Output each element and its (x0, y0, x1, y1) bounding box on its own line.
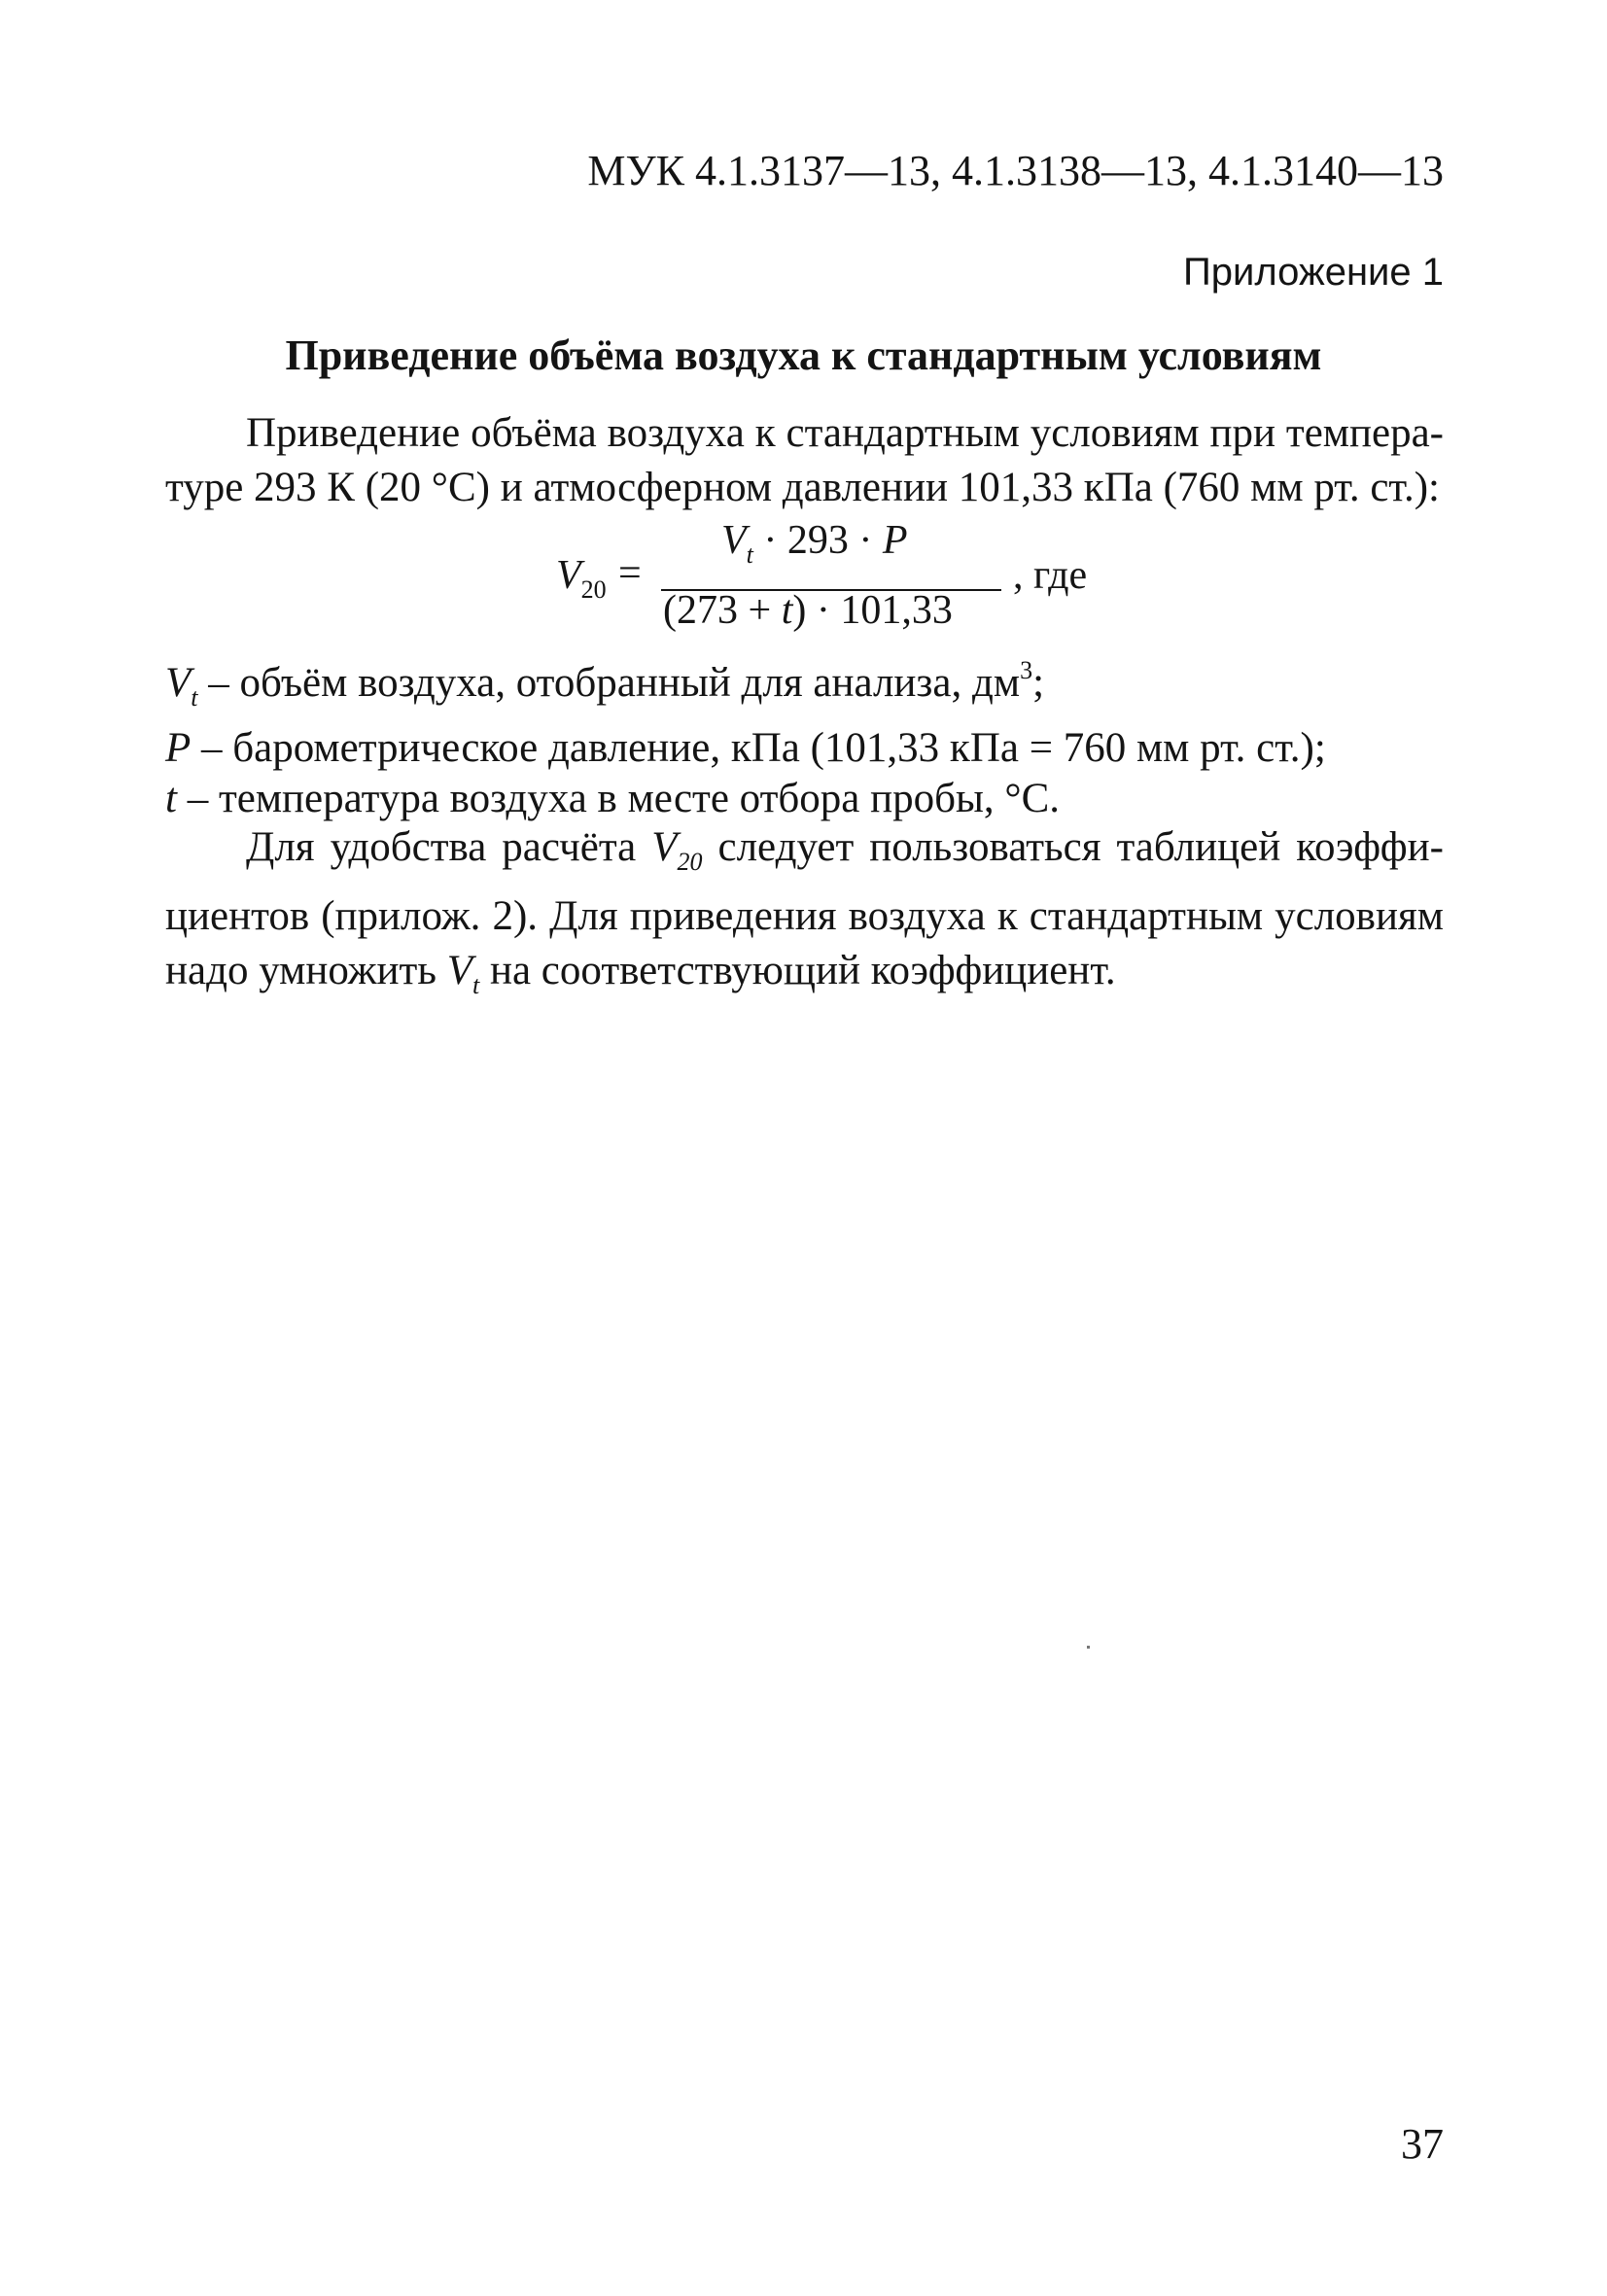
formula-equals: = (618, 551, 642, 596)
formula-den-open: (273 + (663, 588, 782, 633)
appendix-label: Приложение 1 (1183, 251, 1444, 294)
scan-speck (1087, 1646, 1090, 1649)
intro-paragraph (165, 406, 1444, 515)
definition-vt-text: – объём воздуха, отобранный для анализа, дм (197, 660, 1021, 706)
definition-t (165, 774, 1326, 824)
definition-t-var: t (165, 776, 177, 821)
formula-lhs-var: V (556, 553, 581, 598)
formula-denominator (663, 587, 953, 634)
page-number: 37 (1401, 2120, 1444, 2168)
definition-vt (165, 645, 1326, 723)
intro-line-2: туре 293 К (20 °С) и атмосферном давлении 101,33 кПа (760 мм рт. ст.): (165, 465, 1440, 510)
note-line-3-var: V (446, 948, 472, 993)
formula-den-t: t (781, 588, 793, 633)
formula-den-close: ) · 101,33 (792, 588, 953, 633)
note-line-1-a: Для удобства расчёта (246, 824, 652, 870)
formula-num-var: V (721, 518, 747, 563)
note-line-1 (165, 820, 1444, 889)
note-line-1-sub: 20 (677, 848, 703, 876)
definition-vt-var: V (165, 660, 192, 706)
variable-definitions (165, 645, 1326, 824)
formula-lhs (556, 552, 607, 605)
note-line-3 (165, 944, 1444, 1013)
definition-t-text: – температура воздуха в месте отбора пробы, °С. (176, 776, 1061, 821)
formula-where: , где (1013, 553, 1088, 598)
definition-vt-sub: t (191, 683, 198, 712)
definition-vt-sup: 3 (1020, 656, 1033, 684)
note-line-3-b: на соответствующий коэффициент. (479, 948, 1116, 993)
document-code-header: МУК 4.1.3137—13, 4.1.3138—13, 4.1.3140—13 (587, 147, 1444, 194)
definition-p-var: P (165, 725, 192, 771)
formula-lhs-sub: 20 (580, 575, 607, 604)
definition-p-text: – барометрическое давление, кПа (101,33 кПа = 760 мм рт. ст.); (191, 725, 1326, 771)
note-paragraph (165, 820, 1444, 1013)
formula-num-mid: · 293 · (752, 518, 883, 563)
note-line-1-b: следует пользоваться таблицей коэффи- (702, 824, 1444, 870)
note-line-2: циентов (прилож. 2). Для приведения воздуха к стандартным условиям (165, 893, 1444, 939)
formula-num-sub: t (746, 540, 753, 569)
note-line-3-a: надо умножить (165, 948, 447, 993)
formula-num-p: P (882, 518, 908, 563)
intro-line-1: Приведение объёма воздуха к стандартным условиям при темпера- (246, 410, 1444, 456)
definition-p (165, 723, 1326, 774)
definition-vt-tail: ; (1032, 660, 1045, 706)
note-line-1-var: V (651, 824, 678, 870)
note-line-3-sub: t (472, 971, 480, 999)
section-title: Приведение объёма воздуха к стандартным условиям (285, 331, 1322, 379)
formula-numerator (721, 517, 908, 570)
